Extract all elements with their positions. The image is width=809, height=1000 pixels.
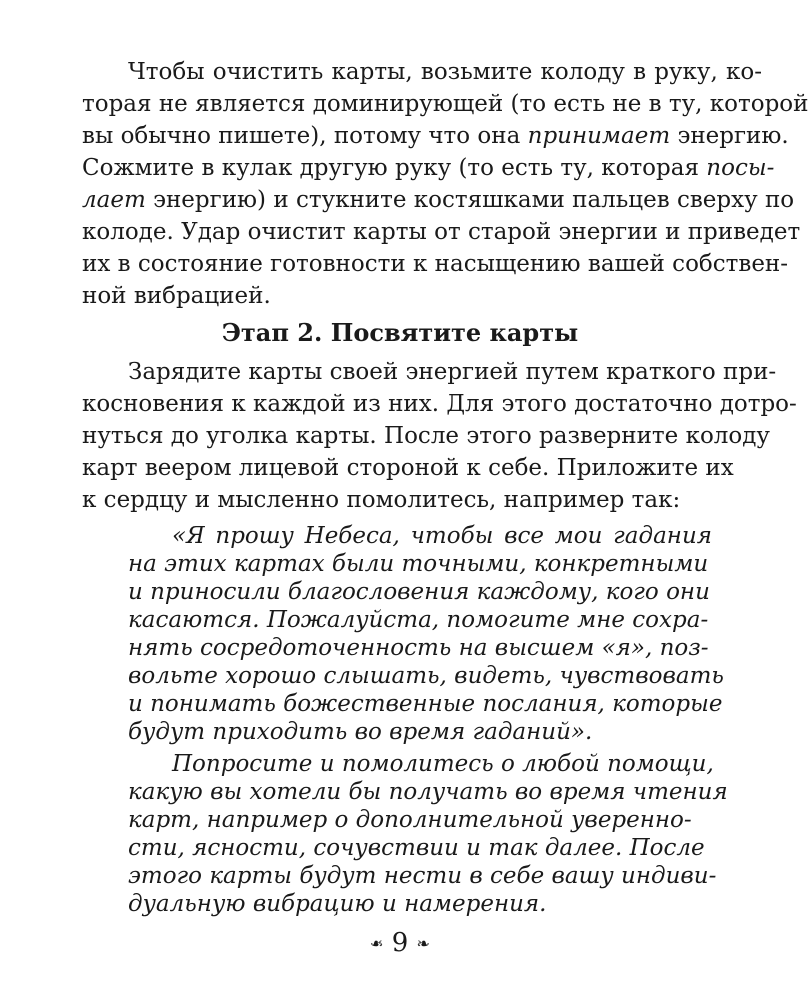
quote-line: дуальную вибрацию и намерения. [128, 891, 547, 917]
page-number: 9 [391, 928, 409, 958]
text-segment: вы обычно пишете), потому что она [82, 123, 528, 149]
text-line: косновения к каждой из них. Для этого достаточно дотро- [82, 391, 797, 417]
quote-line: и понимать божественные послания, которые [128, 691, 723, 717]
quote-line: на этих картах были точными, конкретными [128, 551, 709, 577]
text-line: колоде. Удар очистит карты от старой энергии и приведет [82, 219, 801, 245]
quote-line: карт, например о дополнительной уверенно- [128, 807, 692, 833]
quote-line: какую вы хотели бы получать во время чтения [128, 779, 728, 805]
quote-line: будут приходить во время гаданий». [128, 719, 593, 745]
quote-line: Попросите и помолитесь о любой помощи, [172, 751, 714, 777]
quote-line: нять сосредоточенность на высшем «я», поз- [128, 635, 709, 661]
ornament-left-icon: ❧ [370, 934, 384, 953]
section-heading: Этап 2. Посвятите карты [221, 318, 579, 347]
text-segment: энергию. [670, 123, 789, 149]
text-line: нуться до уголка карты. После этого разверните колоду [82, 423, 770, 449]
quote-line: «Я прошу Небеса, чтобы все мои гадания [172, 523, 712, 549]
ornament-right-icon: ❧ [416, 934, 430, 953]
text-line: ной вибрацией. [82, 283, 271, 309]
quote-line: касаются. Пожалуйста, помогите мне сохра- [128, 607, 709, 633]
text-line: к сердцу и мысленно помолитесь, например так: [82, 487, 681, 513]
text-line [82, 122, 789, 150]
quote-line: вольте хорошо слышать, видеть, чувствовать [128, 663, 724, 689]
text-segment: энергию) и стукните костяшками пальцев сверху по [145, 187, 795, 213]
text-line: Зарядите карты своей энергией путем краткого при- [128, 359, 777, 385]
quote-line: и приносили благословения каждому, кого они [128, 579, 710, 605]
emphasis-text: принимает [527, 123, 671, 149]
text-line: их в состояние готовности к насыщению вашей собствен- [82, 251, 789, 277]
text-line: Чтобы очистить карты, возьмите колоду в руку, ко- [128, 59, 762, 85]
text-line: торая не является доминирующей (то есть не в ту, которой [82, 91, 809, 117]
text-segment: Сожмите в кулак другую руку (то есть ту, которая [82, 155, 707, 181]
quote-line: сти, ясности, сочувствии и так далее. После [128, 835, 705, 861]
emphasis-text: лает [82, 187, 146, 213]
text-line: карт веером лицевой стороной к себе. Приложите их [82, 455, 734, 481]
emphasis-text: посы- [706, 155, 775, 181]
text-line [82, 186, 795, 214]
text-line [82, 154, 775, 182]
page-footer [0, 928, 800, 959]
quote-line: этого карты будут нести в себе вашу индиви- [128, 863, 717, 889]
